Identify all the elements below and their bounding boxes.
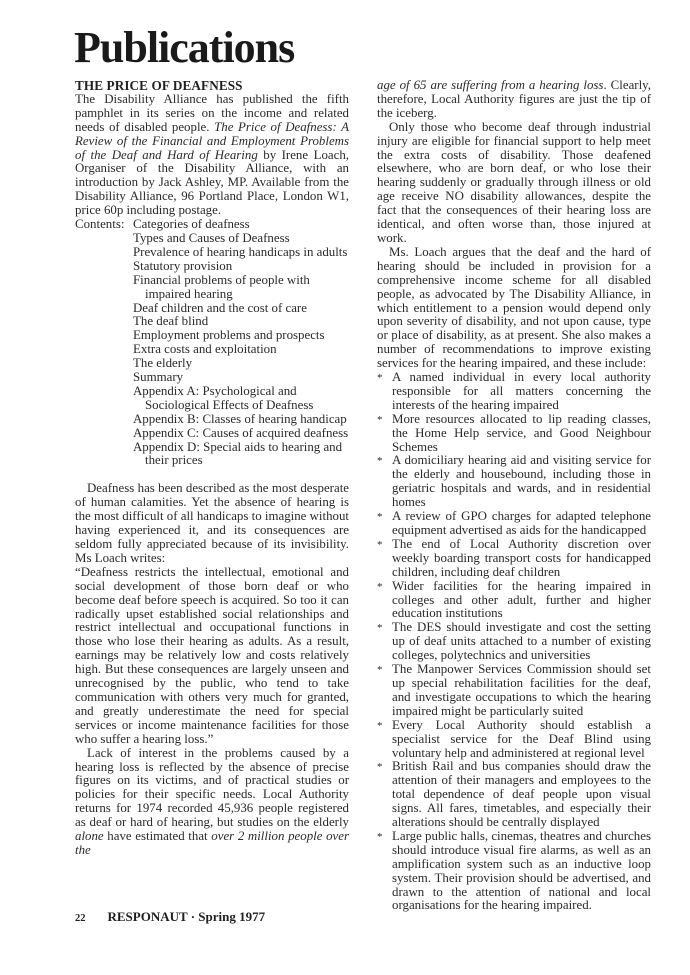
recommendation-text: British Rail and bus companies should draw the attention of their managers and employees to the total dependence of deaf people upon visual signs. All fares, timetables, and especially their alterations should be centrally displayed: [392, 759, 651, 830]
recommendation-item: [377, 760, 651, 830]
left-column: [75, 79, 349, 858]
page-footer: [75, 909, 265, 925]
publication-name: RESPONAUT · Spring 1977: [107, 909, 266, 924]
recommendation-item: [377, 580, 651, 622]
contents-item: Appendix D: Special aids to hearing and their prices: [133, 439, 343, 468]
recommendation-text: More resources allocated to lip reading classes, the Home Help service, and Good Neighbour Schemes: [392, 411, 651, 454]
recommendation-item: [377, 830, 651, 913]
page-title: Publications: [74, 23, 295, 72]
contents-item: Types and Causes of Deafness: [133, 230, 290, 245]
paragraph-lack-of-interest: [75, 747, 349, 858]
recommendation-item: [377, 621, 651, 663]
asterisk-bullet-icon: *: [377, 830, 383, 843]
asterisk-bullet-icon: *: [377, 664, 383, 677]
asterisk-bullet-icon: *: [377, 761, 383, 774]
asterisk-bullet-icon: *: [377, 719, 383, 732]
recommendation-item: [377, 413, 651, 455]
contents-item: Categories of deafness: [133, 217, 250, 232]
contents-item: Summary: [133, 370, 184, 385]
article-heading: THE PRICE OF DEAFNESS: [75, 78, 243, 93]
recommendation-text: A domiciliary hearing aid and visiting service for the elderly and housebound, including those in geriatric hospitals and wards, and in residential homes: [392, 453, 651, 510]
contents-item: Statutory provision: [133, 258, 233, 273]
asterisk-bullet-icon: *: [377, 372, 383, 385]
asterisk-bullet-icon: *: [377, 413, 383, 426]
recommendations-list: [377, 371, 651, 913]
asterisk-bullet-icon: *: [377, 622, 383, 635]
contents-item: Employment problems and prospects: [133, 328, 325, 343]
recommendation-item: [377, 510, 651, 538]
recommendation-item: [377, 719, 651, 761]
recommendation-text: The end of Local Authority discretion over weekly boarding transport costs for handicapped children, including deaf children: [392, 536, 651, 579]
asterisk-bullet-icon: *: [377, 580, 383, 593]
book-title: The Price of Deafness: A Review of the Financial and Employment Problems of the Deaf and Hard of Hearing: [75, 119, 349, 162]
paragraph-desperate: Deafness has been described as the most desperate of human calamities. Yet the absence of hearing is the most difficult of all handicaps to imagine without having experienced it, and its consequences are seldom fully appreciated because of its invisibility. Ms Loach writes:: [75, 481, 349, 565]
recommendation-text: Every Local Authority should establish a specialist service for the Deaf Blind using voluntary help and administered at regional level: [392, 717, 651, 760]
recommendation-text: The Manpower Services Commission should set up special rehabilitation facilities for the deaf, and investigate occupations to which the hearing impaired might be particularly suited: [392, 662, 651, 718]
contents-item: Financial problems of people with impaired hearing: [133, 272, 310, 301]
recommendation-text: The DES should investigate and cost the setting up of deaf units attached to a number of existing colleges, polytechnics and universities: [392, 620, 651, 663]
recommendation-text: Wider facilities for the hearing impaired in colleges and other adult, further and higher education institutions: [392, 578, 651, 621]
block-quote: “Deafness restricts the intellectual, emotional and social development of those born deaf or who become deaf before speech is acquired. So too it can radically upset established social relationships and restrict intellectual and occupational functions in those who lose their hearing as adults. As a result, earnings may be relatively low and costs relatively high. But these consequences are largely unseen and unrecognised by the public, who tend to take communication with others very much for granted, and greatly underestimate the need for special services or income maintenance facilities for those who suffer a hearing loss.”: [75, 564, 349, 746]
contents-item: Extra costs and exploitation: [133, 342, 277, 357]
contents-item: The elderly: [133, 356, 193, 371]
lack-text-end: . Clearly, therefore, Local Authority figures are just the tip of the iceberg.: [377, 78, 651, 120]
spacer: [75, 468, 349, 482]
intro-text-end: by Irene Loach, Organiser of the Disability Alliance, with an introduction by Jack Ashley, MP. Available from the Disability Alliance, 96 Portland Place, London W1, price 60p including postage.: [75, 147, 349, 218]
recommendation-item: [377, 371, 651, 413]
recommendation-text: A review of GPO charges for adapted telephone equipment advertised as aids for the handicapped: [392, 509, 651, 537]
recommendation-item: [377, 454, 651, 510]
asterisk-bullet-icon: *: [377, 511, 383, 524]
contents-list: [75, 218, 349, 468]
recommendation-item: [377, 663, 651, 719]
emphasis-alone: alone: [75, 829, 104, 844]
contents-item: Appendix C: Causes of acquired deafness: [133, 425, 349, 440]
recommendation-text: A named individual in every local authority responsible for all matters concerning the interests of the hearing impaired: [392, 370, 651, 412]
emphasis-statistic-cont: age of 65 are suffering from a hearing loss: [377, 78, 604, 92]
intro-text: The Disability Alliance has published the fifth pamphlet in its series on the income and related needs of disabled people.: [75, 91, 349, 134]
contents-item: Deaf children and the cost of care: [133, 300, 307, 315]
contents-item: The deaf blind: [133, 314, 209, 329]
paragraph-continued: [377, 79, 651, 121]
asterisk-bullet-icon: *: [377, 455, 383, 468]
contents-item: Appendix B: Classes of hearing handicap: [133, 411, 347, 426]
right-column: [377, 79, 651, 913]
page-number: 22: [75, 913, 86, 924]
asterisk-bullet-icon: *: [377, 538, 383, 551]
recommendation-text: Large public halls, cinemas, theatres and churches should introduce visual fire alarms, as well as an amplification system such as an inductive loop system. Their provision should be advertised, and drawn to the attention of national and local organisations for the hearing impaired.: [392, 828, 651, 913]
intro-paragraph: [75, 93, 349, 218]
lack-text-mid: have estimated that: [103, 829, 212, 844]
paragraph-loach-argues: Ms. Loach argues that the deaf and the hard of hearing should be included in provision for a comprehensive income scheme for all disabled people, as advocated by The Disability Alliance, in which entitlement to a pension would depend only upon severity of disability, and not upon cause, type or place of disability, as at present. She also makes a number of recommendations to improve existing services for the hearing impaired, and these include:: [377, 244, 651, 371]
contents-label: Contents:: [75, 217, 125, 232]
recommendation-item: [377, 538, 651, 580]
contents-item: Prevalence of hearing handicaps in adults: [133, 244, 348, 259]
paragraph-industrial-injury: Only those who become deaf through industrial injury are eligible for financial support to help meet the extra costs of disability. Those deafened elsewhere, who are born deaf, or who lose their hearing suddenly or gradually through illness or old age receive NO disability allowances, despite the fact that the consequences of their hearing loss are identical, and often worse than, those injured at work.: [377, 119, 651, 245]
lack-text: Lack of interest in the problems caused by a hearing loss is reflected by the absence of precise figures on its victims, and of practical studies or policies for their specific needs. Local Authority returns for 1974 recorded 45,936 people registered as deaf or hard of hearing, but studies on the elderly: [75, 745, 349, 830]
emphasis-statistic: over 2 million people over the: [75, 829, 349, 857]
contents-item: Appendix A: Psychological and Sociological Effects of Deafness: [133, 383, 314, 412]
